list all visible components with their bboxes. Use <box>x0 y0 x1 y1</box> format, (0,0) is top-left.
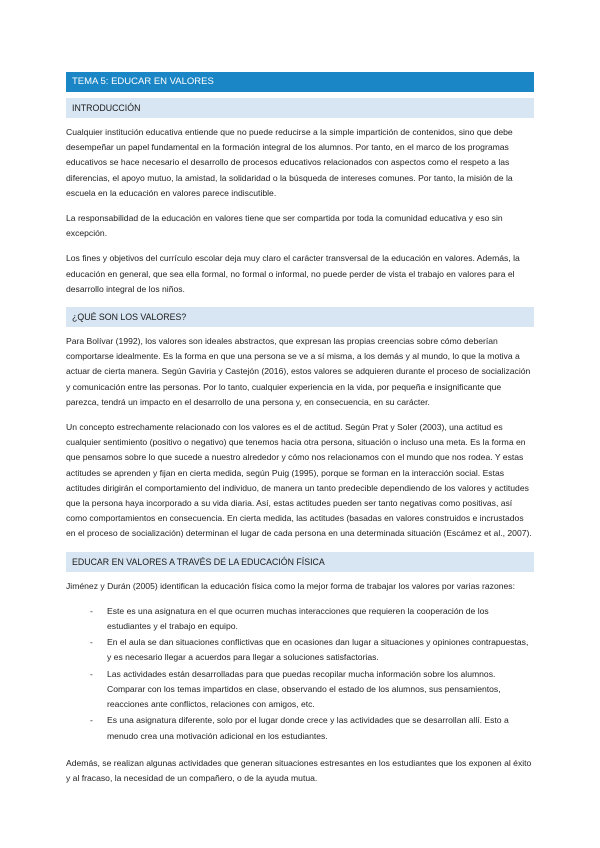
dash-bullet-icon: - <box>90 668 93 679</box>
section-heading-educacion-fisica: EDUCAR EN VALORES A TRAVÉS DE LA EDUCACIÓN FÍSICA <box>66 552 534 572</box>
document-title: TEMA 5: EDUCAR EN VALORES <box>66 72 534 92</box>
list-item <box>66 667 534 713</box>
paragraph: Cualquier institución educativa entiende que no puede reducirse a la simple impartición de contenidos, sino que debe desempeñar un papel fundamental en la formación integral de los alumnos. Por tanto, en el marco de los programas educativos se hace necesario el desarrollo de procesos educativos relacionados con aspectos como el respeto a las diferencias, el apoyo mutuo, la amistad, la solidaridad o la búsqueda de intereses comunes. Por tanto, la misión de la escuela en la educación en valores parece indiscutible. <box>66 127 513 198</box>
section-heading-valores: ¿QUÉ SON LOS VALORES? <box>66 307 534 327</box>
list-item-text: Es una asignatura diferente, solo por el lugar donde crece y las actividades que se desarrollan allí. Esto a menudo crea una motivación adicional en los estudiantes. <box>107 715 509 741</box>
dash-bullet-icon: - <box>90 605 93 616</box>
section-heading-introduccion: INTRODUCCIÓN <box>66 98 534 118</box>
paragraph: Además, se realizan algunas actividades que generan situaciones estresantes en los estudiantes que los exponen al éxito y al fracaso, la necesidad de un compañero, o de la ayuda mutua. <box>66 757 532 783</box>
dash-bullet-icon: - <box>90 715 93 726</box>
list-item-text: Este es una asignatura en el que ocurren muchas interacciones que requieren la cooperación de los estudiantes y el trabajo en equipo. <box>107 605 489 632</box>
dash-bullet-icon: - <box>90 637 93 648</box>
list-item <box>66 604 534 634</box>
paragraph: Para Bolívar (1992), los valores son ideales abstractos, que expresan las propias creencias sobre cómo deberían comportarse idealmente. Es la forma en que una persona se ve a sí misma, a los demás y al mundo, lo que la motiva a actuar de cierta manera. Según Gaviria y Castejón (2016), estos valores se adquieren durante el proceso de socialización y comunicación entre las personas. Por lo tanto, cualquier experiencia en la vida, por pequeña e insignificante que parezca, tendrá un impacto en el desarrollo de una persona y, en consecuencia, en su carácter. <box>66 336 531 407</box>
reasons-list <box>66 604 534 744</box>
list-item-text: Las actividades están desarrolladas para que puedas recopilar mucha información sobre los alumnos. Comparar con los temas impartidos en clase, observando el estado de los alumnos, sus pensamientos, reacciones ante conflictos, relaciones con amigos, etc. <box>107 668 501 710</box>
document-content <box>66 72 534 796</box>
list-item <box>66 713 534 743</box>
paragraph: Los fines y objetivos del currículo escolar deja muy claro el carácter transversal de la educación en valores. Además, la educación en general, que sea ella formal, no formal o informal, no puede perder de vista el trabajo en valores para el desarrollo integral de los niños. <box>66 253 520 294</box>
paragraph: Jiménez y Durán (2005) identifican la educación física como la mejor forma de trabajar los valores por varias razones: <box>66 580 515 591</box>
paragraph: La responsabilidad de la educación en valores tiene que ser compartida por toda la comunidad educativa y eso sin excepción. <box>66 213 503 239</box>
list-item <box>66 635 534 665</box>
paragraph: Un concepto estrechamente relacionado con los valores es el de actitud. Según Prat y Soler (2003), una actitud es cualquier sentimiento (positivo o negativo) que tenemos hacia otra persona, situación o incluso una meta. Es la forma en que pensamos sobre lo que sucede a nuestro alrededor y cómo nos relacionamos con el mundo que nos rodea. Y estas actitudes se aprenden y fijan en cierta medida, según Puig (1995), porque se forman en la interacción social. Estas actitudes dirigirán el comportamiento del individuo, de manera un tanto predecible dependiendo de los valores y actitudes que la persona haya incorporado a su vida diaria. Así, estas actitudes pueden ser tanto negativas como positivas, así como comportamientos en consecuencia. En cierta medida, las actitudes (basadas en valores construidos e incrustados en el proceso de socialización) determinan el lugar de cada persona en una determinada situación (Escámez et al., 2007). <box>66 422 532 539</box>
list-item-text: En el aula se dan situaciones conflictivas que en ocasiones dan lugar a situaciones y opiniones contrapuestas, y es necesario llegar a acuerdos para llegar a soluciones satisfactorias. <box>107 637 529 663</box>
